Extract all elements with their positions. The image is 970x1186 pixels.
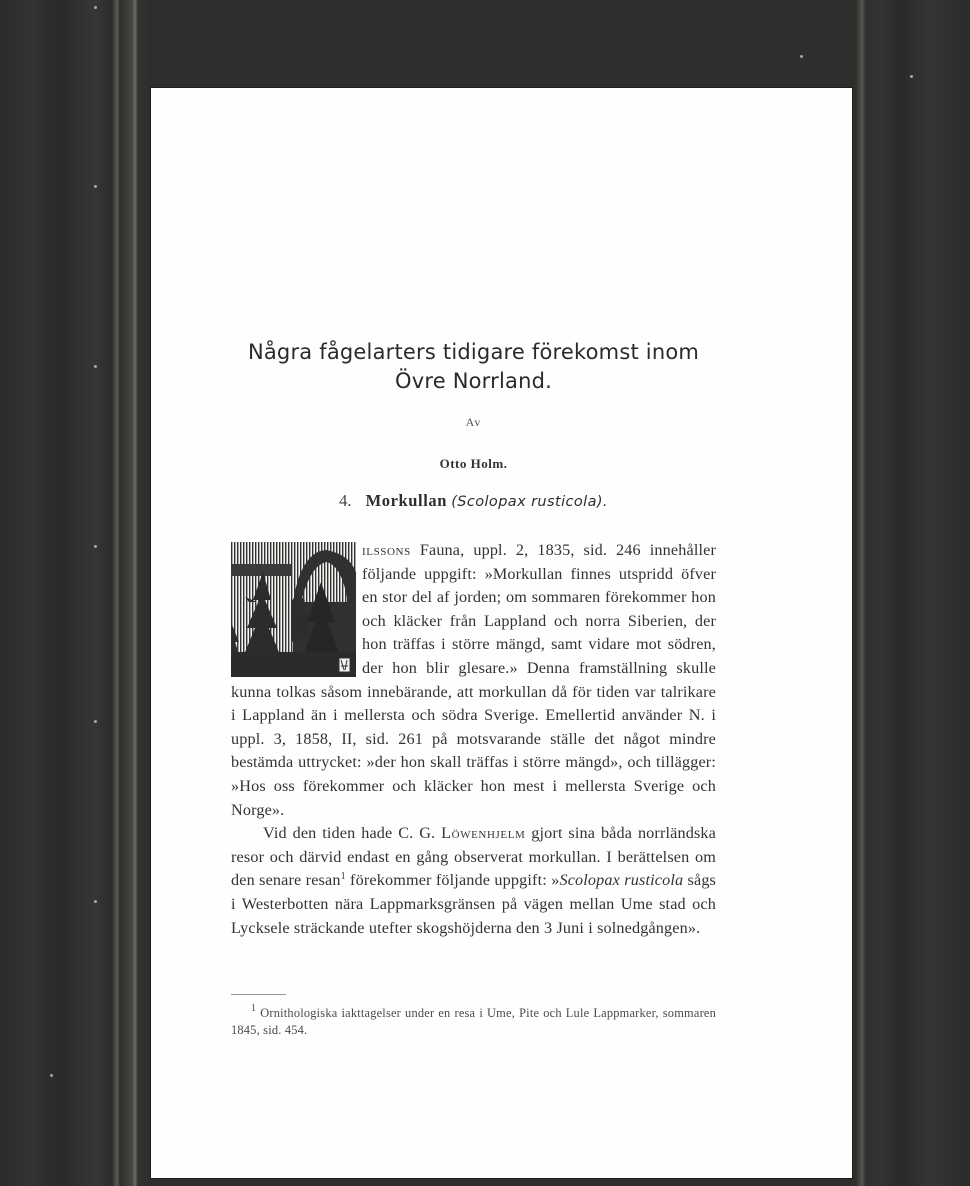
section-latin-name: (Scolopax rusticola). (451, 494, 608, 510)
footnote-body: Ornithologiska iakttagelser under en resa i Ume, Pite och Lule Lappmarker, sommaren 1845, sid. 454. (231, 1006, 716, 1037)
footnote-divider (231, 994, 286, 995)
latin-species-name: Scolopax rusticola (559, 871, 684, 890)
dust-speck (800, 55, 803, 58)
paragraph-2-text-d: sågs i Westerbotten nära Lappmarksgränsen på vägen mellan Ume stad och Lycksele sträckande utefter skogshöjderna den 3 Juni i solnedgången». (231, 871, 717, 937)
article-body (231, 539, 716, 940)
footnote-reference[interactable]: 1 (340, 871, 346, 883)
title-line-2: Övre Norrland. (395, 369, 552, 393)
dust-speck (94, 545, 97, 548)
dust-speck (50, 1074, 53, 1077)
paragraph-2-text-b: gjort sina båda norrländska resor och därvid endast en gång observerat morkullan. I berättelsen om den senare resan (231, 824, 717, 890)
section-name: Morkullan (365, 491, 448, 510)
article-title (231, 338, 716, 396)
dust-speck (94, 900, 97, 903)
dust-speck (94, 185, 97, 188)
footnote-text (231, 1005, 716, 1039)
dust-speck (94, 365, 97, 368)
byline: Av (465, 415, 482, 429)
dust-speck (94, 6, 97, 9)
person-name-lowenhjelm: Löwenhjelm (441, 824, 526, 843)
author-name: Otto Holm. (439, 456, 508, 471)
footnote-marker: 1 (251, 1003, 257, 1014)
drop-initial-continuation: ilssons (362, 541, 411, 559)
paragraph-2-text-a: Vid den tiden hade C. G. (263, 824, 442, 843)
footnote (231, 1005, 716, 1039)
section-heading (231, 491, 716, 511)
woodcut-illustration-icon (231, 542, 356, 677)
scanned-page (151, 88, 852, 1178)
paragraph-1-text: Fauna, uppl. 2, 1835, sid. 246 innehåller följande uppgift: »Morkullan finnes utspridd öfver en stor del af jorden; om sommaren förekommer hon och kläcker från Lappland och norra Siberien, der hon träffas i större mängd, samt vidare mot södren, der hon blir glesare.» Denna framställning skulle kunna tolkas såsom innebärande, att morkullan då för tiden var talrikare i Lappland än i mellersta och södra Sverige. Emellertid använder N. i uppl. 3, 1858, II, sid. 261 på motsvarande ställe det något mindre bestämda uttrycket: »der hon skall träffas i större mängd», och tillägger: »Hos oss förekommer och kläcker hon mest i mellersta Sverige och Norge». (231, 541, 716, 819)
title-line-1: Några fågelarters tidigare förekomst inom (247, 340, 700, 364)
dust-speck (910, 75, 913, 78)
section-number: 4. (339, 491, 352, 510)
paragraph-2 (231, 822, 716, 940)
paragraph-2-text-c: förekommer följande uppgift: » (345, 871, 560, 890)
dust-speck (94, 720, 97, 723)
